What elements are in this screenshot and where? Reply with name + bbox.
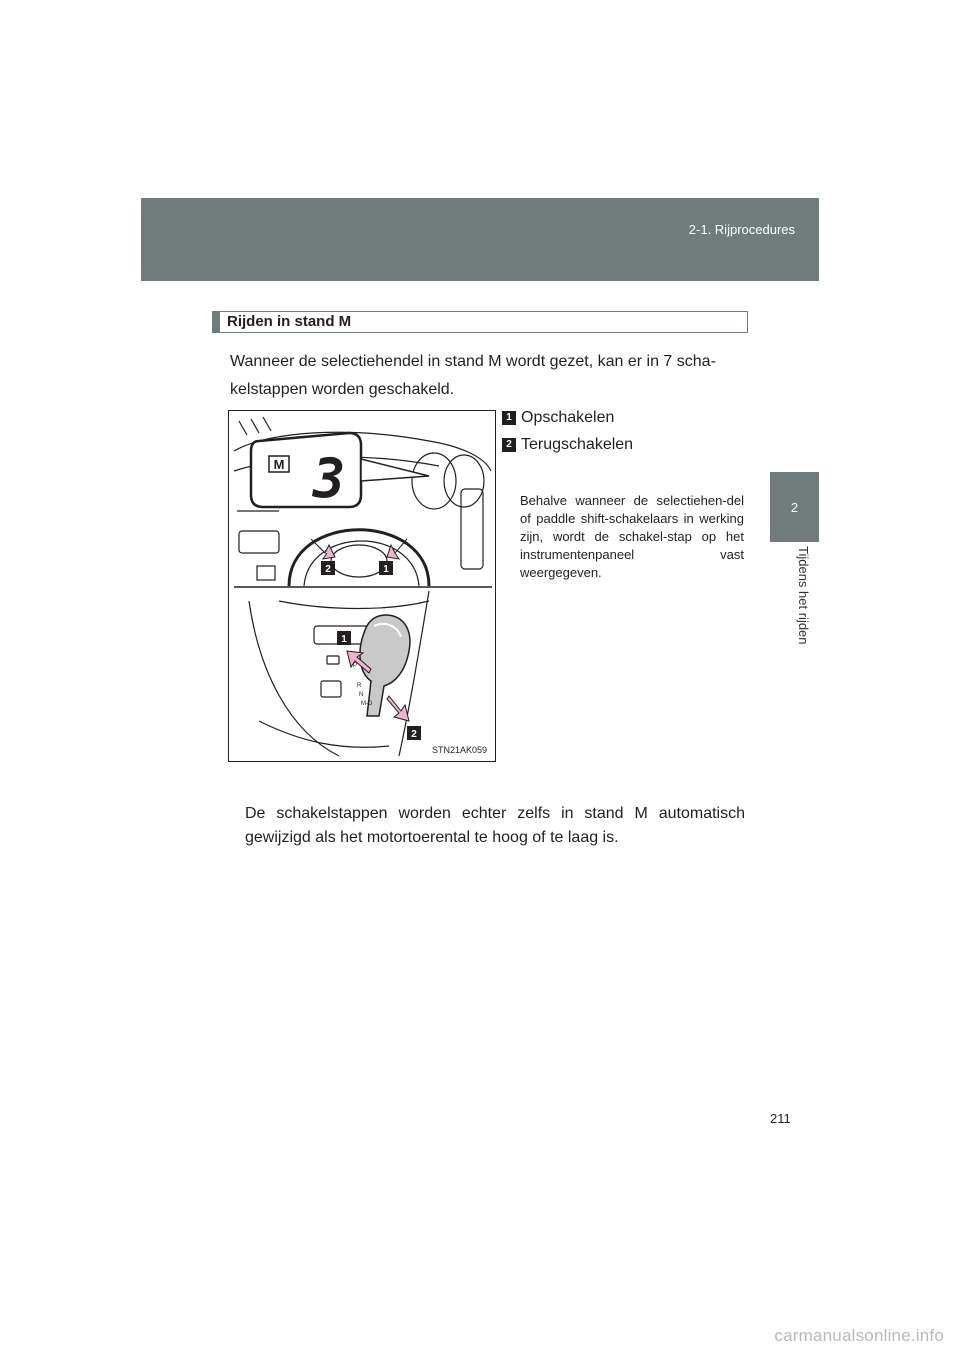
- svg-text:2: 2: [325, 564, 331, 575]
- section-label: 2-1. Rijprocedures: [688, 222, 795, 237]
- paddle-arrow-down-icon: [311, 539, 335, 559]
- legend-label: Terugschakelen: [521, 436, 634, 453]
- chapter-number: 2: [790, 500, 799, 515]
- header-band: [141, 198, 819, 281]
- legend-number: 2: [502, 438, 516, 452]
- legend-item-upshift: [502, 409, 747, 427]
- svg-text:1: 1: [383, 564, 389, 575]
- illustration-drawing: [229, 411, 496, 762]
- legend-item-downshift: [502, 436, 747, 454]
- page-number: 211: [770, 1111, 791, 1126]
- closing-paragraph: De schakelstappen worden echter zelfs in stand M automatisch gewijzigd als het motortoerental te hoog of te laag is.: [245, 805, 745, 846]
- legend-label: Opschakelen: [521, 409, 615, 426]
- svg-text:1: 1: [341, 634, 347, 645]
- figure-code: STN21AK059: [431, 745, 487, 755]
- svg-text:R: R: [357, 683, 362, 689]
- svg-text:M-D: M-D: [361, 701, 373, 707]
- watermark: carmanualsonline.info: [774, 1326, 944, 1345]
- section-heading: Rijden in stand M: [212, 311, 748, 333]
- gear-shift-illustration: [228, 410, 496, 762]
- knob-arrow-down-icon: [387, 696, 409, 721]
- mode-indicator-text: M: [273, 457, 285, 472]
- intro-paragraph: Wanneer de selectiehendel in stand M wordt gezet, kan er in 7 scha-kelstappen worden geschakeld.: [230, 353, 716, 398]
- chapter-tab: [770, 472, 819, 542]
- note-paragraph: Behalve wanneer de selectiehen-del of paddle shift-schakelaars in werking zijn, wordt de schakel-stap op het instrumentenpaneel vast weergegeven.: [520, 493, 744, 580]
- gear-indicator-text: 3: [312, 447, 346, 510]
- chapter-label: Tijdens het rijden: [796, 546, 811, 645]
- svg-text:2: 2: [411, 729, 417, 740]
- svg-text:N: N: [359, 692, 364, 698]
- svg-text:P: P: [353, 663, 358, 669]
- legend-number: 1: [502, 411, 516, 425]
